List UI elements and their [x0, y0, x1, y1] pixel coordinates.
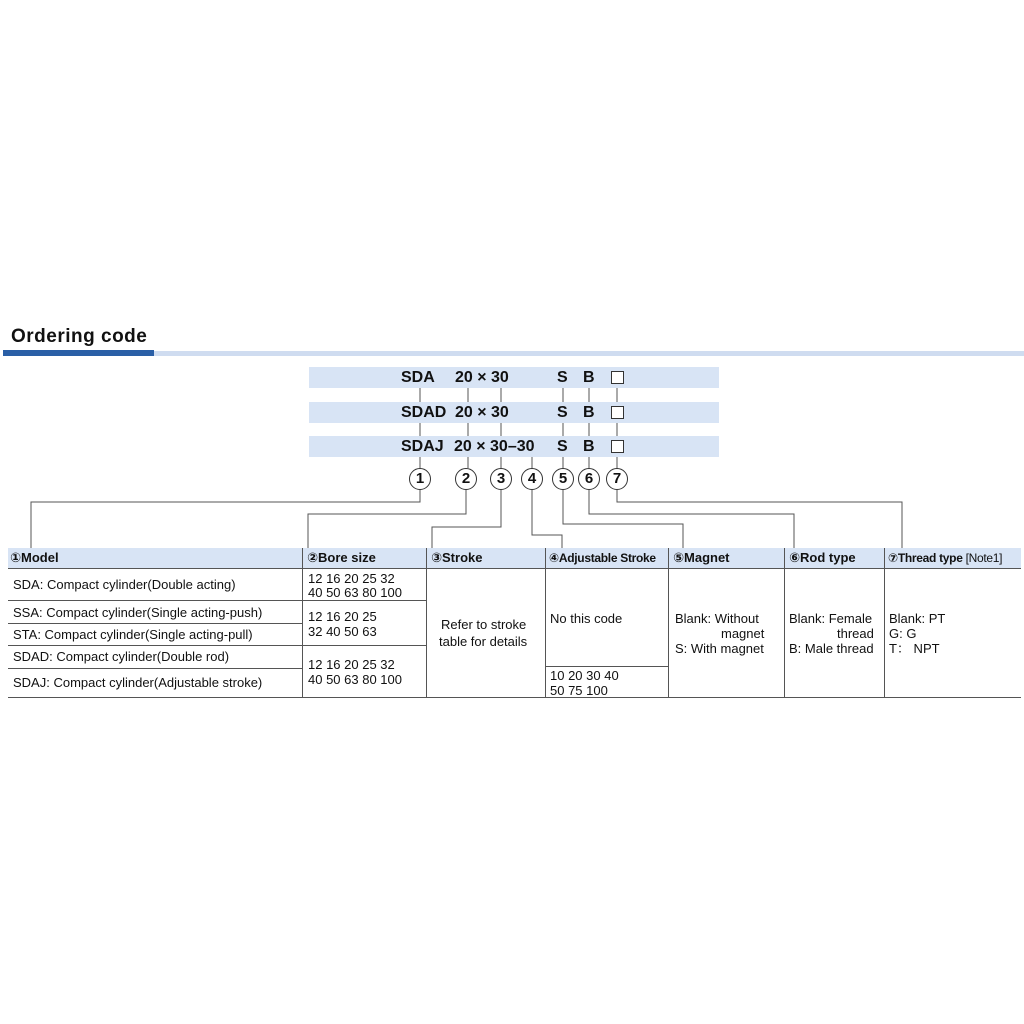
code-size-sdad: 20 × 30: [455, 404, 509, 421]
thread-line2: G: G: [889, 626, 917, 641]
col-divider: [426, 548, 427, 697]
magnet-line3: S: With magnet: [675, 641, 764, 656]
rod-line1: Blank: Female: [789, 611, 873, 626]
bore-group1-line2: 40 50 63 80 100: [308, 585, 402, 600]
section-title: Ordering code: [11, 326, 148, 347]
header-rod-type: ⑥Rod type: [789, 550, 856, 565]
magnet-line1: Blank: Without: [675, 611, 759, 626]
model-sdad: SDAD: Compact cylinder(Double rod): [13, 649, 230, 664]
table-header-rule: [8, 568, 1021, 569]
row-divider: [8, 645, 426, 646]
stroke-note-line1: Refer to stroke: [441, 617, 527, 632]
code-rod-sdad: B: [583, 404, 595, 421]
number-circle-7: 7: [606, 468, 628, 490]
number-circle-5: 5: [552, 468, 574, 490]
code-magnet-sda: S: [557, 369, 568, 386]
row-divider: [8, 668, 302, 669]
table-header-row: [8, 548, 1021, 568]
magnet-line2: magnet: [721, 626, 765, 641]
thread-line3: T： NPT: [889, 641, 940, 656]
col-divider: [545, 548, 546, 697]
rod-line3: B: Male thread: [789, 641, 874, 656]
row-divider: [545, 666, 668, 667]
model-ssa: SSA: Compact cylinder(Single acting-push): [13, 605, 263, 620]
code-thread-box-sdaj: [611, 440, 624, 453]
header-thread-note: [Note1]: [965, 551, 1003, 565]
number-circle-1: 1: [409, 468, 431, 490]
bore-group3-line2: 40 50 63 80 100: [308, 672, 402, 687]
code-size-sdaj: 20 × 30–30: [454, 438, 535, 455]
code-rod-sdaj: B: [583, 438, 595, 455]
row-divider: [8, 600, 426, 601]
thread-line1: Blank: PT: [889, 611, 946, 626]
header-thread-type-label: ⑦Thread type: [888, 551, 963, 565]
bore-group2-line1: 12 16 20 25: [308, 609, 377, 624]
code-thread-box-sdad: [611, 406, 624, 419]
adjustable-none: No this code: [550, 611, 623, 626]
number-circle-6: 6: [578, 468, 600, 490]
number-circle-3: 3: [490, 468, 512, 490]
adjustable-values-line1: 10 20 30 40: [550, 668, 619, 683]
header-adjustable-stroke: ④Adjustable Stroke: [549, 551, 656, 565]
model-sda: SDA: Compact cylinder(Double acting): [13, 577, 236, 592]
code-model-sdaj: SDAJ: [401, 438, 444, 455]
code-size-sda: 20 × 30: [455, 369, 509, 386]
table-bottom-rule: [8, 697, 1021, 698]
code-rod-sda: B: [583, 369, 595, 386]
adjustable-values-line2: 50 75 100: [550, 683, 608, 698]
stroke-note-line2: table for details: [439, 634, 528, 649]
col-divider: [784, 548, 785, 697]
code-model-sdad: SDAD: [401, 404, 447, 421]
header-model: ①Model: [10, 550, 59, 565]
rod-line2: thread: [837, 626, 874, 641]
col-divider: [668, 548, 669, 697]
bore-group2-line2: 32 40 50 63: [308, 624, 377, 639]
code-magnet-sdaj: S: [557, 438, 568, 455]
row-divider: [8, 623, 302, 624]
col-divider: [884, 548, 885, 697]
header-magnet: ⑤Magnet: [673, 550, 730, 565]
col-divider: [302, 548, 303, 697]
code-magnet-sdad: S: [557, 404, 568, 421]
header-thread-type: [888, 549, 1002, 567]
number-circle-4: 4: [521, 468, 543, 490]
header-bore-size: ②Bore size: [307, 550, 376, 565]
code-thread-box-sda: [611, 371, 624, 384]
code-model-sda: SDA: [401, 369, 435, 386]
number-circle-2: 2: [455, 468, 477, 490]
header-stroke: ③Stroke: [431, 550, 483, 565]
bore-group3-line1: 12 16 20 25 32: [308, 657, 395, 672]
bore-group1-line1: 12 16 20 25 32: [308, 571, 395, 586]
model-sta: STA: Compact cylinder(Single acting-pull): [13, 627, 253, 642]
model-sdaj: SDAJ: Compact cylinder(Adjustable stroke): [13, 675, 263, 690]
